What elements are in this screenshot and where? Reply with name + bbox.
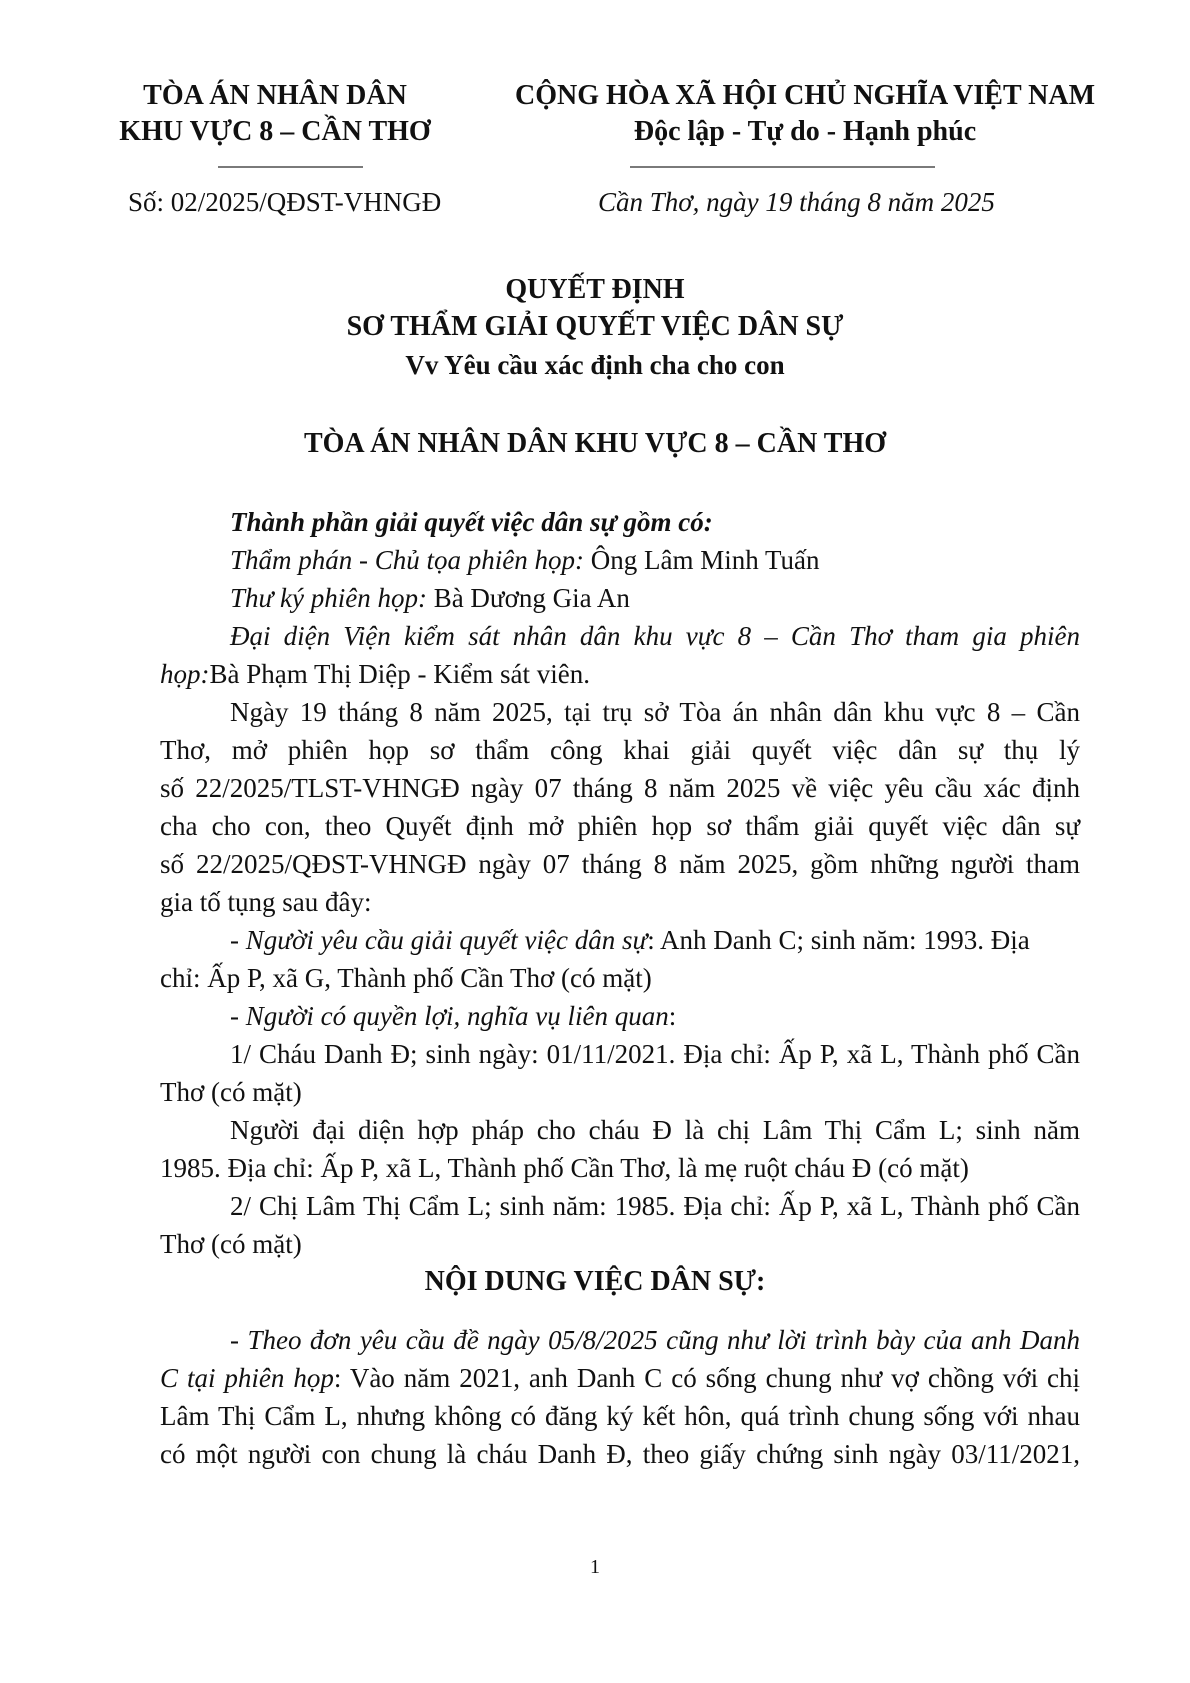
paragraph-line: số 22/2025/QĐST-VHNGĐ ngày 07 tháng 8 năm 2025, gồm những người tham [160, 849, 1080, 879]
section-heading: NỘI DUNG VIỆC DÂN SỰ: [424, 1266, 766, 1297]
header-right-divider [630, 166, 935, 168]
requester-info: : Anh Danh C; sinh năm: 1993. Địa [647, 925, 1030, 955]
paragraph-line: cha cho con, theo Quyết định mở phiên họp sơ thẩm giải quyết việc dân sự [160, 811, 1080, 841]
procurator-label-cont: họp: [160, 659, 210, 689]
decision-number: Số: 02/2025/QĐST-VHNGĐ [128, 187, 442, 217]
content-line: Lâm Thị Cẩm L, nhưng không có đăng ký kết hôn, quá trình chung sống với nhau [160, 1401, 1080, 1431]
paragraph-line: Thơ, mở phiên họp sơ thẩm công khai giải quyết việc dân sự thụ lý [160, 735, 1080, 765]
content-italic-cont: C tại phiên họp [160, 1363, 334, 1393]
issuing-court: TÒA ÁN NHÂN DÂN KHU VỰC 8 – CẦN THƠ [303, 428, 887, 459]
related-colon: : [668, 1001, 677, 1031]
header-left-divider [218, 166, 363, 168]
clerk-label: Thư ký phiên họp: [230, 583, 427, 613]
place-date: Cần Thơ, ngày 19 tháng 8 năm 2025 [598, 187, 995, 217]
clerk-line [230, 583, 1080, 614]
child-line: 1/ Cháu Danh Đ; sinh ngày: 01/11/2021. Địa chỉ: Ấp P, xã L, Thành phố Cần [230, 1039, 1080, 1069]
procurator-name: Bà Phạm Thị Diệp - Kiểm sát viên. [209, 659, 590, 689]
procurator-label: Đại diện Viện kiểm sát nhân dân khu vực 8 – Cần Thơ tham gia phiên [230, 621, 1080, 651]
child-line-cont: Thơ (có mặt) [160, 1077, 302, 1107]
related-heading [230, 1001, 1080, 1032]
national-motto: Độc lập - Tự do - Hạnh phúc [633, 116, 977, 147]
national-title: CỘNG HÒA XÃ HỘI CHỦ NGHĨA VIỆT NAM [514, 80, 1096, 111]
content-line: - Theo đơn yêu cầu đề ngày 05/8/2025 cũng như lời trình bày của anh Danh [230, 1325, 1080, 1355]
decision-subtitle: SƠ THẨM GIẢI QUYẾT VIỆC DÂN SỰ [346, 311, 844, 342]
composition-heading: Thành phần giải quyết việc dân sự gồm có: [230, 507, 713, 537]
representative-line: Người đại diện hợp pháp cho cháu Đ là chị Lâm Thị Cẩm L; sinh năm [230, 1115, 1080, 1145]
related-label: - Người có quyền lợi, nghĩa vụ liên quan [230, 1001, 669, 1031]
decision-title: QUYẾT ĐỊNH [505, 274, 685, 305]
decision-subject: Vv Yêu cầu xác định cha cho con [405, 350, 785, 380]
clerk-name: Bà Dương Gia An [426, 583, 630, 613]
content-line [160, 1363, 1080, 1394]
content-text: : Vào năm 2021, anh Danh C có sống chung như vợ chồng với chị [333, 1363, 1081, 1393]
paragraph-line: gia tố tụng sau đây: [160, 887, 372, 917]
procurator-line [160, 659, 1080, 690]
mother-line-cont: Thơ (có mặt) [160, 1229, 302, 1259]
content-line: có một người con chung là cháu Danh Đ, theo giấy chứng sinh ngày 03/11/2021, [160, 1439, 1080, 1469]
representative-line-cont: 1985. Địa chỉ: Ấp P, xã L, Thành phố Cần Thơ, là mẹ ruột cháu Đ (có mặt) [160, 1153, 969, 1183]
court-name-line2: KHU VỰC 8 – CẦN THƠ [119, 116, 431, 147]
paragraph-line: Ngày 19 tháng 8 năm 2025, tại trụ sở Tòa án nhân dân khu vực 8 – Cần [230, 697, 1080, 727]
judge-label: Thẩm phán - Chủ tọa phiên họp: [230, 545, 584, 575]
mother-line: 2/ Chị Lâm Thị Cẩm L; sinh năm: 1985. Địa chỉ: Ấp P, xã L, Thành phố Cần [230, 1191, 1080, 1221]
judge-line [230, 545, 1080, 576]
requester-line [230, 925, 1080, 956]
court-name-line1: TÒA ÁN NHÂN DÂN [143, 80, 407, 111]
paragraph-line: số 22/2025/TLST-VHNGĐ ngày 07 tháng 8 năm 2025 về việc yêu cầu xác định [160, 773, 1080, 803]
judge-name: Ông Lâm Minh Tuấn [584, 545, 820, 575]
requester-label: - Người yêu cầu giải quyết việc dân sự [230, 925, 648, 955]
page-number: 1 [590, 1556, 600, 1578]
requester-address: chỉ: Ấp P, xã G, Thành phố Cần Thơ (có mặt) [160, 963, 652, 993]
